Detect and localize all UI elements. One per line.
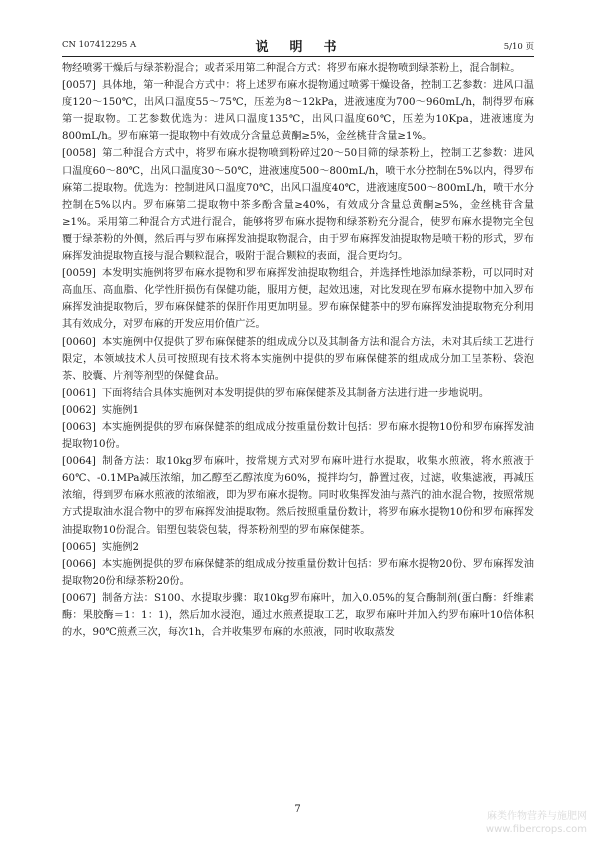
paragraph-number: [0067]	[62, 592, 96, 604]
paragraph-number: [0066]	[62, 558, 96, 570]
paragraph-text: 本实施例提供的罗布麻保健茶的组成成分按重量份数计包括：罗布麻水提物20份、罗布麻挥发油提取物20份和绿茶粉20份。	[62, 558, 534, 587]
paragraph-text: 制备方法：S100、水提取步骤：取10kg罗布麻叶，加入0.05%的复合酶制剂(蛋白酶：纤维素酶：果胶酶＝1：1：1)，然后加水浸泡，通过水煎煮提取工艺，取罗布麻叶并加入约罗布麻叶10倍体积的水，90℃煎煮三次，每次1h，合并收集罗布麻的水煎液，同时收取蒸发	[62, 592, 534, 639]
paragraph-number: [0058]	[62, 148, 96, 160]
paragraph	[62, 539, 534, 556]
paragraph-text: 具体地，第一种混合方式中：将上述罗布麻水提物通过喷雾干燥设备，控制工艺参数：进风口温度120～150℃，出风口温度55～75℃，压差为8～12kPa，进液速度为700～960mL/h，制得罗布麻第一提取物。工艺参数优选为：进风口温度135℃，出风口温度60℃，压差为10Kpa，进液速度为800mL/h。罗布麻第一提取物中有效成分含量总黄酮≥5%，金丝桃苷含量≥1%。	[62, 80, 534, 143]
page-number: 7	[294, 804, 301, 815]
document-title: 说 明 书	[255, 40, 341, 55]
document-body	[62, 60, 534, 641]
page-indicator: 5/10 页	[503, 42, 534, 52]
paragraph	[62, 402, 534, 419]
header-rule	[62, 56, 534, 57]
paragraph-text: 下面将结合具体实施例对本发明提供的罗布麻保健茶及其制备方法进行进一步地说明。	[101, 387, 490, 399]
paragraph	[62, 590, 534, 641]
paragraph-number: [0065]	[62, 541, 96, 553]
paragraph	[62, 556, 534, 590]
paragraph-text: 物经喷雾干燥后与绿茶粉混合；或者采用第二种混合方式：将罗布麻水提物喷到绿茶粉上，混合制粒。	[62, 63, 521, 74]
paragraph-number: [0063]	[62, 421, 96, 433]
paragraph-number: [0064]	[62, 456, 96, 468]
paragraph	[62, 145, 534, 265]
paragraph-text: 第二种混合方式中，将罗布麻水提物喷到粉碎过20～50目筛的绿茶粉上，控制工艺参数：进风口温度60～80℃，出风口温度30～50℃，进液速度500～800mL/h，喷干水分控制在5%以内，得罗布麻第二提取物。优选为：控制进风口温度70℃，出风口温度40℃，进液速度500～800mL/h，喷干水分控制在5%以内。罗布麻第二提取物中茶多酚含量≥40%，有效成分含量总黄酮≥5%，金丝桃苷含量≥1%。采用第二种混合方式进行混合，能够将罗布麻水提物和绿茶粉充分混合，使罗布麻水提物完全包覆于绿茶粉的外侧，然后再与罗布麻挥发油提取物混合，由于罗布麻挥发油提取物是喷干粉的形式，罗布麻挥发油提取物直接与混合颗粒混合，吸附于混合颗粒的表面，混合更均匀。	[62, 148, 534, 263]
paragraph-text: 制备方法：取10kg罗布麻叶，按常规方式对罗布麻叶进行水提取，收集水煎液，将水煎液于60℃、-0.1MPa减压浓缩，加乙醇至乙醇浓度为60%，搅拌均匀，静置过夜，过滤，收集滤液，再减压浓缩，得到罗布麻水煎液的浓缩液，即为罗布麻水提物。同时收集挥发油与蒸汽的油水混合物，按照常规方式提取油水混合物中的罗布麻挥发油提取物。然后按照重量份数计，将罗布麻水提物10份和罗布麻挥发油提取物10份混合。铝塑包装袋包装，得茶粉剂型的罗布麻保健茶。	[62, 456, 534, 536]
paragraph-number: [0060]	[62, 336, 96, 348]
paragraph	[62, 453, 534, 538]
paragraph-number: [0059]	[62, 268, 96, 280]
document-number: CN 107412295 A	[62, 40, 137, 50]
paragraph	[62, 385, 534, 402]
paragraph	[62, 419, 534, 453]
paragraph-number: [0057]	[62, 80, 96, 92]
paragraph-number: [0061]	[62, 387, 96, 399]
watermark-url: www.fibercrops.com	[485, 824, 587, 835]
paragraph	[62, 77, 534, 145]
paragraph-text: 本发明实施例将罗布麻水提物和罗布麻挥发油提取物组合，并选择性地添加绿茶粉，可以同时对高血压、高血脂、化学性肝损伤有保健功能，服用方便，起效迅速，对比发现在罗布麻水提物中加入罗布麻挥发油提取物后，罗布麻保健茶的保肝作用更加明显。罗布麻保健茶中的罗布麻挥发油提取物充分利用其有效成分，对罗布麻的开发应用价值广泛。	[62, 268, 534, 331]
paragraph	[62, 334, 534, 385]
watermark	[486, 810, 587, 836]
paragraph	[62, 60, 534, 77]
paragraph	[62, 265, 534, 333]
paragraph-text: 实施例1	[101, 404, 139, 416]
paragraph-text: 本实施例中仅提供了罗布麻保健茶的组成成分以及其制备方法和混合方法，未对其后续工艺进行限定，本领域技术人员可按照现有技术将本实施例中提供的罗布麻保健茶的组成成分加工呈茶粉、袋泡茶、胶囊、片剂等剂型的保健食品。	[62, 336, 534, 382]
page-header	[62, 36, 534, 55]
paragraph-text: 实施例2	[101, 541, 139, 553]
paragraph-text: 本实施例提供的罗布麻保健茶的组成成分按重量份数计包括：罗布麻水提物10份和罗布麻挥发油提取物10份。	[62, 421, 534, 451]
paragraph-number: [0062]	[62, 404, 96, 416]
watermark-line-1: 麻类作物营养与施肥网	[487, 811, 587, 822]
